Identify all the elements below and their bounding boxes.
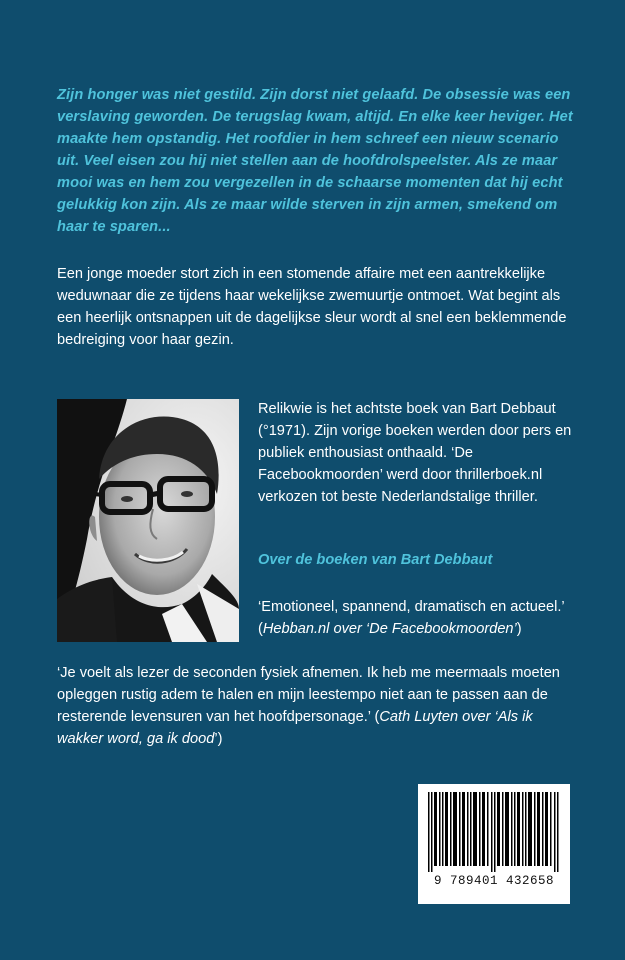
author-bio: Relikwie is het achtste boek van Bart Debbaut (°1971). Zijn vorige boeken werden door pers en publiek enthousiast onthaald. ‘De Facebookmoorden’ werd door thrillerboek.nl verkozen tot beste Nederlandstalige thriller.: [258, 401, 572, 505]
review-1-open: (: [258, 621, 263, 637]
review-quote-2: [57, 662, 582, 750]
review-1-quote: ‘Emotioneel, spannend, dramatisch en actueel.’: [258, 599, 565, 615]
author-photo: [57, 399, 239, 642]
isbn-barcode: [418, 784, 570, 904]
review-quote-1: [258, 596, 588, 640]
author-portrait-image: [57, 399, 239, 642]
review-2-quote: ‘Je voelt als lezer de seconden fysiek afnemen. Ik heb me meermaals moeten opleggen rustig adem te halen en mijn leestempo niet aan te passen aan de resterende levensuren van het hoofdpersonage.’ (: [57, 665, 560, 725]
review-2-close: ’): [214, 731, 223, 747]
isbn-number: 9 789401 432658: [433, 874, 555, 888]
review-1-source: Hebban.nl over ‘De Facebookmoorden’: [262, 621, 517, 637]
reviews-heading: Over de boeken van Bart Debbaut: [258, 552, 493, 568]
review-1-close: ): [516, 621, 522, 637]
teaser-text: Zijn honger was niet gestild. Zijn dorst niet gelaafd. De obsessie was een verslaving geworden. De terugslag kwam, altijd. En elke keer heviger. Het maakte hem opstandig. Het roofdier in hem schreef een nieuw scenario uit. Veel eisen zou hij niet stellen aan de hoofdrolspeelster. Als ze maar mooi was en hem zou vergezellen in de schaarse momenten dat hij echt gelukkig kon zijn. Als ze maar wilde sterven in zijn armen, smekend om haar te sparen...: [57, 87, 573, 235]
barcode-bars: [428, 792, 560, 872]
blurb-text: Een jonge moeder stort zich in een stomende affaire met een aantrekkelijke weduwnaar die ze tijdens haar wekelijkse zwemuurtje ontmoet. Wat begint als een heerlijk ontsnappen uit de dagelijkse sleur wordt al snel een beklemmende bedreiging voor haar gezin.: [57, 266, 567, 348]
review-2-source: Cath Luyten over ‘Als ik wakker word, ga ik dood: [57, 709, 533, 747]
